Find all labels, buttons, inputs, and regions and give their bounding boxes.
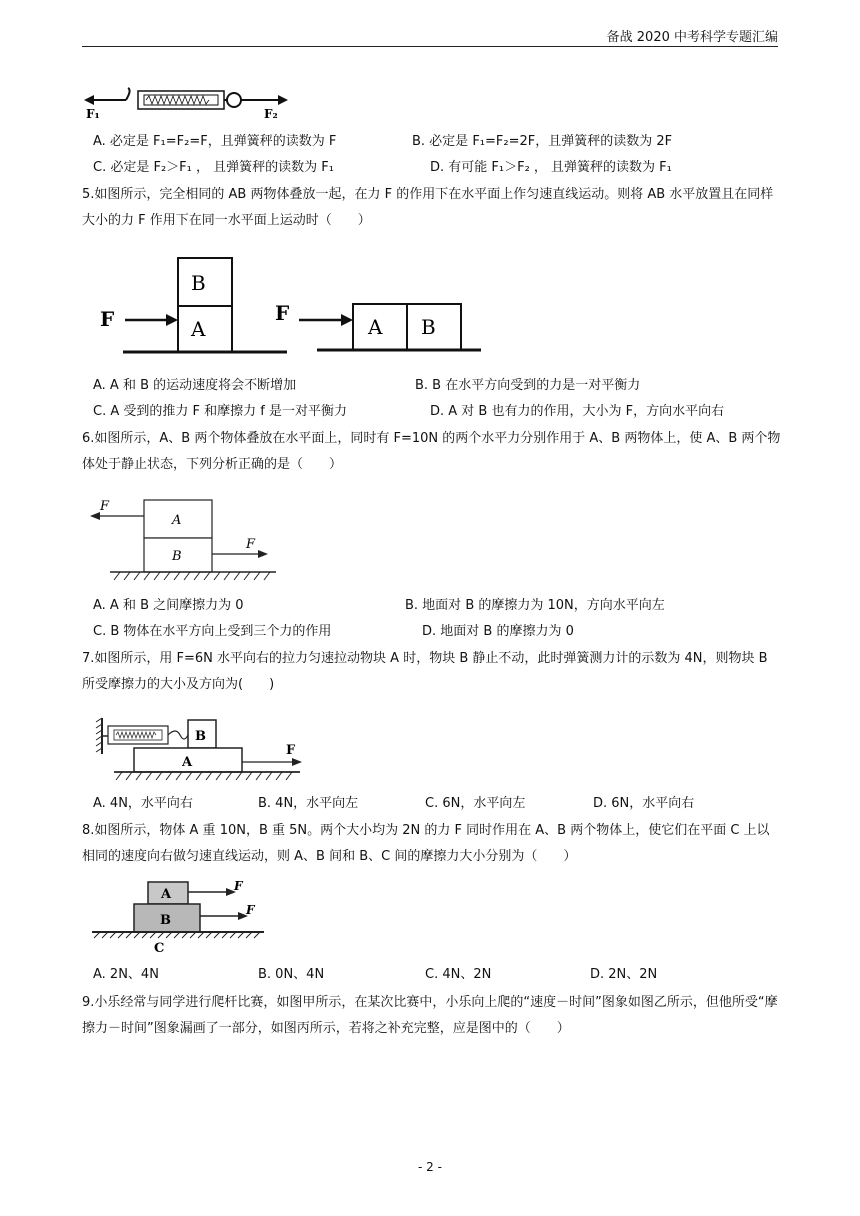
header-title: 备战 2020 中考科学专题汇编 — [606, 30, 778, 45]
q4-option-a: A. 必定是 F₁=F₂=F，且弹簧秤的读数为 F — [93, 134, 337, 149]
q7-option-d: D. 6N，水平向右 — [593, 796, 695, 811]
q8-option-a: A. 2N、4N — [93, 967, 159, 982]
q5-label-a1: A — [191, 317, 206, 341]
q4-option-b: B. 必定是 F₁=F₂=2F，且弹簧秤的读数为 2F — [412, 134, 673, 149]
q8-label-b: B — [160, 913, 171, 928]
q8-option-c: C. 4N、2N — [425, 967, 492, 982]
q8-label-f2: F — [246, 903, 255, 917]
q5-option-d: D. A 对 B 也有力的作用，大小为 F，方向水平向右 — [430, 404, 725, 419]
q6-option-a: A. A 和 B 之间摩擦力为 0 — [93, 598, 244, 613]
page-number: - 2 - — [418, 1160, 442, 1174]
q7-option-b: B. 4N，水平向左 — [258, 796, 359, 811]
q6-label-f1: F — [100, 499, 110, 514]
q7-option-a: A. 4N，水平向右 — [93, 796, 193, 811]
q5-question: 5.如图所示，完全相同的 AB 两物体叠放一起，在力 F 的作用下在水平面上作匀速直线运动。则将 AB 水平放置且在同样大小的力 F 作用下在同一水平面上运动时（ ） — [82, 187, 774, 228]
q8-option-b: B. 0N、4N — [258, 967, 325, 982]
page-header — [82, 26, 778, 47]
q6-option-c: C. B 物体在水平方向上受到三个力的作用 — [93, 624, 332, 639]
q5-label-b2: B — [421, 315, 436, 339]
q8-question: 8.如图所示，物体 A 重 10N，B 重 5N。两个大小均为 2N 的力 F 同时作用在 A、B 两个物体上，使它们在平面 C 上以相同的速度向右做匀速直线运动，则 A、B 间和 B、C 间的摩擦力大小分别为（ ） — [82, 823, 770, 864]
q6-option-b: B. 地面对 B 的摩擦力为 10N，方向水平向左 — [405, 598, 665, 613]
q4-label-f2: F₂ — [264, 107, 278, 121]
q4-label-f1: F₁ — [86, 107, 100, 121]
q9-question: 9.小乐经常与同学进行爬杆比赛，如图甲所示，在某次比赛中，小乐向上爬的“速度－时间”图象如图乙所示，但他所受“摩擦力－时间”图象漏画了一部分，如图丙所示，若将之补充完整，应是图中的（ ） — [82, 995, 778, 1036]
q6-label-b: B — [172, 549, 182, 564]
q6-question: 6.如图所示，A、B 两个物体叠放在水平面上，同时有 F=10N 的两个水平力分别作用于 A、B 两物体上，使 A、B 两个物体处于静止状态，下列分析正确的是（ ） — [82, 431, 781, 472]
q4-option-d: D. 有可能 F₁＞F₂ ， 且弹簧秤的读数为 F₁ — [430, 160, 672, 175]
q8-label-a: A — [161, 887, 172, 902]
q6-label-f2: F — [246, 537, 256, 552]
q7-option-c: C. 6N，水平向左 — [425, 796, 526, 811]
q5-option-a: A. A 和 B 的运动速度将会不断增加 — [93, 378, 297, 393]
q7-label-a: A — [182, 755, 193, 770]
q7-spring-blocks-figure — [94, 714, 308, 784]
q4-spring-balance-figure — [82, 82, 292, 122]
q8-label-f1: F — [234, 879, 243, 893]
q5-label-a2: A — [368, 315, 383, 339]
q8-stacked-blocks-figure — [88, 876, 268, 956]
q7-label-f: F — [286, 743, 296, 758]
q5-label-f2: F — [275, 301, 290, 325]
q5-option-c: C. A 受到的推力 F 和摩擦力 f 是一对平衡力 — [93, 404, 347, 419]
q7-question: 7.如图所示，用 F=6N 水平向右的拉力匀速拉动物块 A 时，物块 B 静止不动，此时弹簧测力计的示数为 4N，则物块 B 所受摩擦力的大小及方向为( ) — [82, 651, 768, 692]
q5-stacked-blocks-figure — [95, 254, 495, 358]
q8-option-d: D. 2N、2N — [590, 967, 658, 982]
q6-label-a: A — [172, 513, 182, 528]
q4-option-c: C. 必定是 F₂＞F₁ ， 且弹簧秤的读数为 F₁ — [93, 160, 334, 175]
q6-option-d: D. 地面对 B 的摩擦力为 0 — [422, 624, 574, 639]
q6-stacked-blocks-figure — [84, 496, 284, 582]
q5-label-f1: F — [100, 307, 115, 331]
q7-label-b: B — [195, 729, 206, 744]
q5-label-b1: B — [191, 271, 206, 295]
q8-label-c: C — [154, 941, 165, 956]
q5-option-b: B. B 在水平方向受到的力是一对平衡力 — [415, 378, 641, 393]
